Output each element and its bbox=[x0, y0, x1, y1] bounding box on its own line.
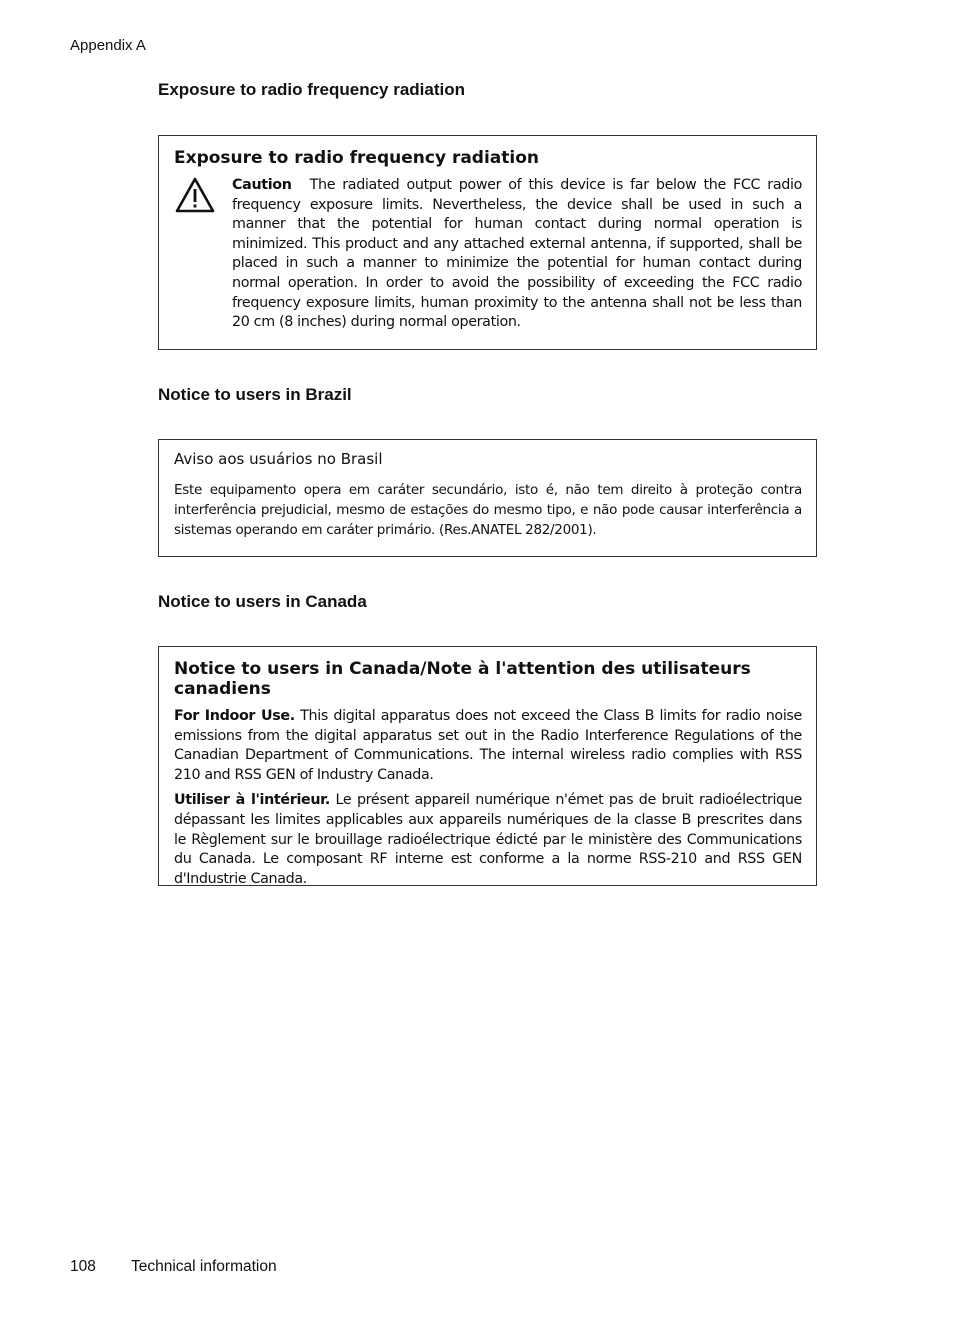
utiliser-label: Utiliser à l'intérieur. bbox=[174, 792, 330, 809]
canada-french-paragraph bbox=[174, 791, 802, 889]
rf-exposure-box-title: Exposure to radio frequency radiation bbox=[174, 148, 540, 168]
rf-exposure-box bbox=[158, 135, 817, 350]
section-title-rf-exposure: Exposure to radio frequency radiation bbox=[158, 80, 466, 99]
running-header: Appendix A bbox=[70, 37, 146, 54]
section-title-brazil: Notice to users in Brazil bbox=[158, 385, 352, 404]
brazil-box-title: Aviso aos usuários no Brasil bbox=[174, 450, 383, 468]
footer-section-title: Technical information bbox=[131, 1258, 277, 1275]
caution-text: The radiated output power of this device is far below the FCC radio frequency exposure limits. Nevertheless, the device shall be used in such a manner that the potential for human contact during normal operation is minimized. This product and any attached external antenna, if supported, shall be placed in such a manner to minimize the potential for human contact during normal operation. In order to avoid the possibility of exceeding the FCC radio frequency exposure limits, human proximity to the antenna shall not be less than 20 cm (8 inches) during normal operation. bbox=[232, 177, 802, 331]
caution-label: Caution bbox=[232, 177, 292, 193]
page-number: 108 bbox=[70, 1258, 96, 1275]
brazil-notice-box bbox=[158, 439, 817, 557]
caution-block bbox=[174, 176, 802, 333]
utiliser-text: Le présent appareil numérique n'émet pas de bruit radioélectrique dépassant les limites applicables aux appareils numériques de la classe B prescrites dans le Règlement sur le brouillage radioélectrique édicté par le ministère des Communications du Canada. Le composant RF interne est conforme a la norme RSS-210 and RSS GEN d'Industrie Canada. bbox=[174, 792, 802, 887]
canada-english-paragraph bbox=[174, 707, 802, 785]
section-title-canada: Notice to users in Canada bbox=[158, 592, 367, 611]
indoor-use-label: For Indoor Use. bbox=[174, 708, 295, 724]
indoor-use-text: This digital apparatus does not exceed the Class B limits for radio noise emissions from the digital apparatus set out in the Radio Interference Regulations of the Canadian Department of Communications. The internal wireless radio complies with RSS 210 and RSS GEN of Industry Canada. bbox=[174, 708, 802, 783]
brazil-notice-text: Este equipamento opera em caráter secundário, isto é, não tem direito à proteção contra interferência prejudicial, mesmo de estações do mesmo tipo, e não pode causar interferência a sistemas operando em caráter primário. (Res.ANATEL 282/2001). bbox=[174, 482, 802, 538]
canada-box-title: Notice to users in Canada/Note à l'attention des utilisateurs canadiens bbox=[174, 659, 751, 699]
canada-notice-box bbox=[158, 646, 817, 886]
warning-triangle-icon bbox=[174, 176, 232, 333]
caution-paragraph bbox=[232, 176, 802, 333]
